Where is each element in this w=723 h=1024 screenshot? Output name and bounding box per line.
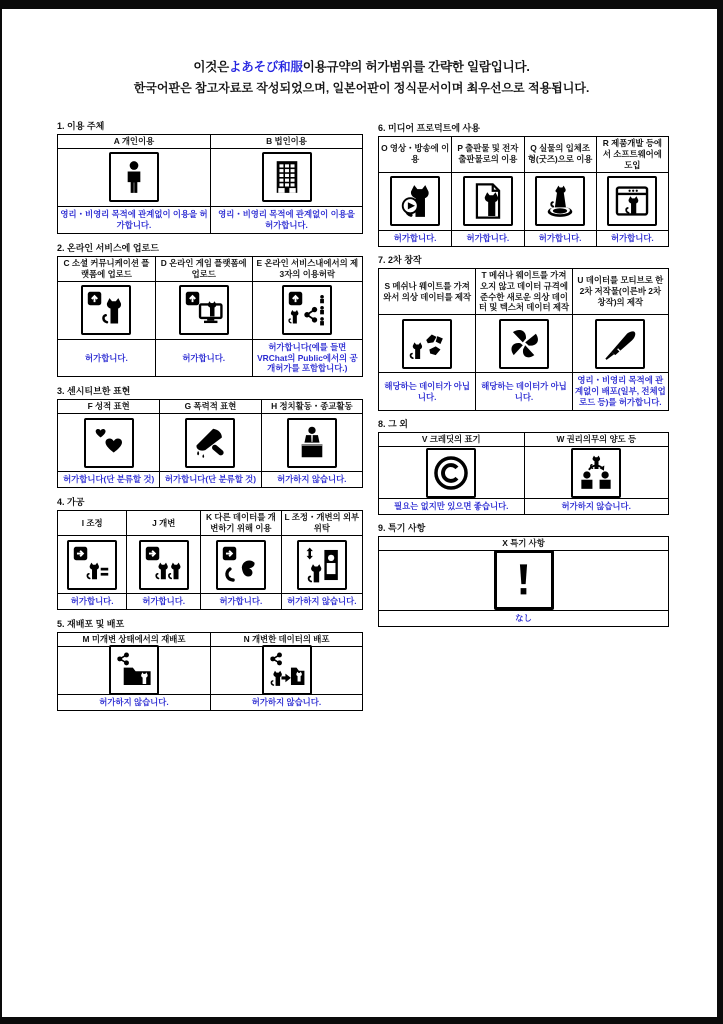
section	[378, 253, 669, 411]
permission-table	[378, 268, 669, 411]
icon-cell	[200, 536, 281, 594]
cell-header: L 조정・개변의 외부위탁	[281, 511, 362, 536]
section-label: 5. 재배포 및 배포	[57, 618, 125, 629]
section-label: 3. 센시티브한 표현	[57, 386, 131, 397]
person-icon	[109, 152, 159, 202]
cell-result: 허가합니다(예를 들면 VRChat의 Public에서의 공개허가를 포함합니다.)	[252, 340, 362, 377]
icon-cell	[281, 536, 362, 594]
publication-icon	[463, 176, 513, 226]
cell-header: V 크레딧의 표기	[379, 433, 524, 447]
permission-table	[378, 136, 669, 247]
icon-cell	[58, 282, 155, 340]
building-icon	[262, 152, 312, 202]
cell-result: 허가합니다(단 분류할 것)	[159, 472, 260, 487]
cell-result: 허가합니다(단 분류할 것)	[63, 474, 155, 485]
icon-cell	[524, 173, 596, 231]
section-label: 7. 2차 창작	[378, 254, 422, 265]
exclamation-icon	[494, 550, 554, 610]
cell-header: B 법인이용	[210, 135, 362, 149]
cell-result: 허가합니다.	[126, 594, 200, 609]
icon-cell	[126, 536, 200, 594]
icon-cell	[524, 447, 669, 499]
icon-cell	[475, 315, 571, 373]
permission-table	[57, 134, 363, 234]
knife-icon	[185, 418, 235, 468]
cell-result: 필요는 없지만 있으면 좋습니다.	[394, 501, 509, 512]
icon-cell	[379, 551, 668, 611]
icon-cell	[261, 414, 362, 472]
cell-header: G 폭력적 표현	[159, 400, 260, 414]
section-label: 6. 미디어 프로덕트에 사용	[378, 123, 480, 133]
icon-cell	[58, 647, 210, 695]
cell-header: W 권리의무의 양도 등	[524, 433, 669, 447]
icon-cell	[210, 647, 362, 695]
cell-result: 허가합니다.	[596, 231, 668, 246]
section	[57, 119, 363, 234]
cell-header: T 메쉬나 웨이트를 가져오지 않고 데이터 규격에 준수한 새로운 의상 데이터 및 텍스처 데이터 제작	[475, 269, 571, 316]
goods-icon	[535, 176, 585, 226]
section-label: 1. 이용 주체	[57, 121, 105, 131]
section	[378, 121, 669, 247]
upload-share-icon	[282, 285, 332, 335]
copyright-icon	[426, 448, 476, 498]
section-label: 9. 특기 사항	[378, 522, 426, 533]
right-column	[378, 121, 669, 633]
section	[57, 241, 363, 378]
use-other-data-icon	[216, 540, 266, 590]
brand-name: よあそび和服	[228, 60, 303, 74]
upload-game-icon	[179, 285, 229, 335]
cell-result: 허가합니다.	[155, 340, 252, 377]
cell-result: 허가하지 않습니다.	[210, 695, 362, 710]
cell-result: 허가합니다.	[70, 596, 114, 607]
cell-result: 해당하는 데이터가 아닙니다.	[384, 380, 470, 402]
pen-icon	[595, 319, 645, 369]
icon-cell	[572, 315, 668, 373]
icon-cell	[58, 536, 126, 594]
cell-header: I 조정	[58, 511, 126, 536]
icon-cell	[58, 414, 159, 472]
modify-icon	[139, 540, 189, 590]
cell-result: 허가합니다.	[200, 594, 281, 609]
new-costume-icon	[499, 319, 549, 369]
page-edge-left	[0, 0, 2, 1024]
page-edge-top	[0, 0, 723, 9]
cell-header: X 특기 사항	[379, 537, 668, 551]
cell-header: S 메쉬나 웨이트를 가져와서 의상 데이터를 제작	[379, 269, 475, 316]
title-text: 이것은	[193, 60, 229, 74]
cell-result: 허가하지 않습니다.	[99, 696, 169, 707]
page-edge-right	[717, 0, 723, 1024]
section	[378, 417, 669, 515]
cell-result: 허가합니다.	[393, 232, 437, 243]
cell-header: H 정치활동・종교활동	[261, 400, 362, 414]
section	[57, 617, 363, 711]
title-text: 이용규약의 허가범위를 간략한 일람입니다.	[302, 60, 530, 74]
cell-result: 허가하지 않습니다.	[524, 499, 669, 514]
adjust-icon	[67, 540, 117, 590]
outsource-icon	[297, 540, 347, 590]
cell-header: U 데이터를 모티브로 한 2차 저작물(이른바 2차 창작)의 제작	[572, 269, 668, 316]
icon-cell	[252, 282, 362, 340]
cell-header: K 다른 데이터를 개변하기 위해 이용	[200, 511, 281, 536]
video-icon	[390, 176, 440, 226]
share-folder-icon	[109, 645, 159, 695]
cell-result: 허가하지 않습니다.	[261, 472, 362, 487]
permission-table	[378, 536, 669, 627]
document-title	[0, 57, 723, 96]
cell-header: E 온라인 서비스내에서의 제3자의 이용허락	[252, 257, 362, 282]
icon-cell	[155, 282, 252, 340]
transfer-icon	[571, 448, 621, 498]
icon-cell	[379, 173, 451, 231]
cell-header: A 개인이용	[58, 135, 210, 149]
section-label: 4. 가공	[57, 497, 85, 508]
section	[57, 384, 363, 488]
left-column	[57, 119, 363, 718]
title-line2: 한국어판은 참고자료로 작성되었으며, 일본어판이 정식문서이며 최우선으로 적용됩니다.	[133, 81, 590, 95]
section	[57, 495, 363, 610]
permission-table	[57, 632, 363, 711]
cell-result: 허가합니다.	[85, 352, 128, 363]
cell-header: J 개변	[126, 511, 200, 536]
cell-result: なし	[515, 612, 532, 623]
upload-cat-icon	[81, 285, 131, 335]
page-edge-bottom	[0, 1017, 723, 1024]
podium-icon	[287, 418, 337, 468]
icon-cell	[451, 173, 523, 231]
icon-cell	[596, 173, 668, 231]
permission-table	[57, 399, 363, 488]
icon-cell	[58, 149, 210, 207]
cell-result: 영리・비영리 목적에 관계없이 배포(일부, 전체업로드 등)를 허가합니다.	[572, 373, 668, 410]
section	[378, 521, 669, 627]
icon-cell	[210, 149, 362, 207]
icon-cell	[159, 414, 260, 472]
cell-header: D 온라인 게임 플랫폼에 업로드	[155, 257, 252, 282]
cell-header: F 성적 표현	[58, 400, 159, 414]
hearts-icon	[84, 418, 134, 468]
share-modified-icon	[262, 645, 312, 695]
software-icon	[607, 176, 657, 226]
permission-table	[57, 256, 363, 378]
permission-table	[57, 510, 363, 610]
permission-table	[378, 432, 669, 515]
cell-result: 영리・비영리 목적에 관계없이 이용을 허가합니다.	[60, 208, 208, 230]
cell-header: N 개변한 데이터의 배포	[210, 633, 362, 647]
cell-header: R 제품개발 등에서 소프트웨어에 도입	[596, 137, 668, 173]
title-line1	[0, 57, 723, 75]
mesh-costume-icon	[402, 319, 452, 369]
cell-result: 해당하는 데이터가 아닙니다.	[475, 373, 571, 410]
cell-result: 허가합니다.	[524, 231, 596, 246]
cell-result: 허가합니다.	[451, 231, 523, 246]
section-label: 8. 그 외	[378, 419, 408, 430]
cell-header: Q 실물의 입체조형(굿즈)으로 이용	[524, 137, 596, 173]
cell-header: P 출판물 및 전자출판물로의 이용	[451, 137, 523, 173]
cell-result: 영리・비영리 목적에 관계없이 이용을 허가합니다.	[210, 207, 362, 233]
cell-header: C 소셜 커뮤니케이션 플랫폼에 업로드	[58, 257, 155, 282]
section-label: 2. 온라인 서비스에 업로드	[57, 242, 159, 253]
cell-header: M 미개변 상태에서의 재배포	[58, 633, 210, 647]
icon-cell	[379, 447, 524, 499]
cell-header: O 영상・방송에 이용	[379, 137, 451, 173]
icon-cell	[379, 315, 475, 373]
cell-result: 허가하지 않습니다.	[281, 594, 362, 609]
